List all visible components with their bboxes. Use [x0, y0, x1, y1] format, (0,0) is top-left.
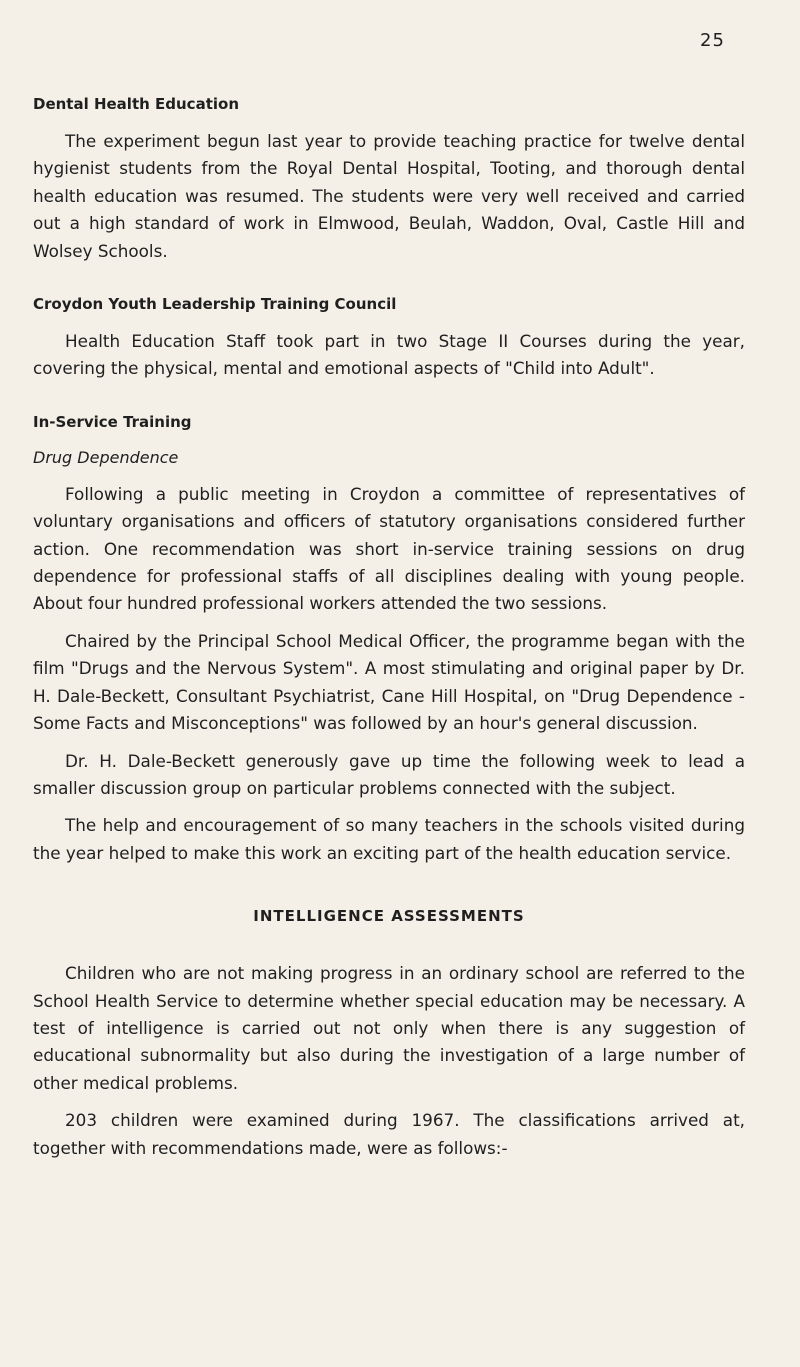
inservice-paragraph: Chaired by the Principal School Medical Officer, the programme began with the film "Drugs and the Nervous System". A most stimulating and original paper by Dr. H. Dale-Beckett, Consultant Psychiatrist, Cane Hill Hospital, on "Drug Dependence - Some Facts and Misconceptions" was followed by an hour's general discussion.: [33, 630, 745, 734]
inservice-paragraph: The help and encouragement of so many teachers in the schools visited during the year helped to make this work an exciting part of the health education service.: [33, 815, 745, 863]
page-content: [33, 91, 745, 1162]
dental-paragraph: The experiment begun last year to provide teaching practice for twelve dental hygienist students from the Royal Dental Hospital, Tooting, and thorough dental health education was resumed. The students were very well received and carried out a high standard of work in Elmwood, Beulah, Waddon, Oval, Castle Hill and Wolsey Schools.: [33, 131, 745, 261]
intelligence-paragraph: Children who are not making progress in an ordinary school are referred to the School Health Service to determine whether special education may be necessary. A test of intelligence is carried out not only when there is any suggestion of educational subnormality but also during the investigation of a large number of other medical problems.: [33, 963, 745, 1093]
drug-dependence-subheading: Drug Dependence: [33, 447, 179, 467]
intelligence-paragraph: 203 children were examined during 1967. The classifications arrived at, together with recommendations made, were as follows:-: [33, 1110, 745, 1158]
youth-paragraph: Health Education Staff took part in two Stage II Courses during the year, covering the physical, mental and emotional aspects of "Child into Adult".: [33, 331, 745, 379]
page-number: 25: [700, 30, 725, 51]
inservice-paragraph: Following a public meeting in Croydon a committee of representatives of voluntary organisations and officers of statutory organisations considered further action. One recommendation was short in-service training sessions on drug dependence for professional staffs of all disciplines dealing with young people. About four hundred professional workers attended the two sessions.: [33, 483, 745, 614]
inservice-paragraph: Dr. H. Dale-Beckett generously gave up time the following week to lead a smaller discussion group on particular problems connected with the subject.: [33, 750, 745, 798]
dental-heading: Dental Health Education: [33, 95, 239, 113]
intelligence-heading: INTELLIGENCE ASSESSMENTS: [253, 907, 525, 926]
inservice-heading: In-Service Training: [33, 412, 192, 431]
youth-heading: Croydon Youth Leadership Training Council: [33, 295, 397, 314]
